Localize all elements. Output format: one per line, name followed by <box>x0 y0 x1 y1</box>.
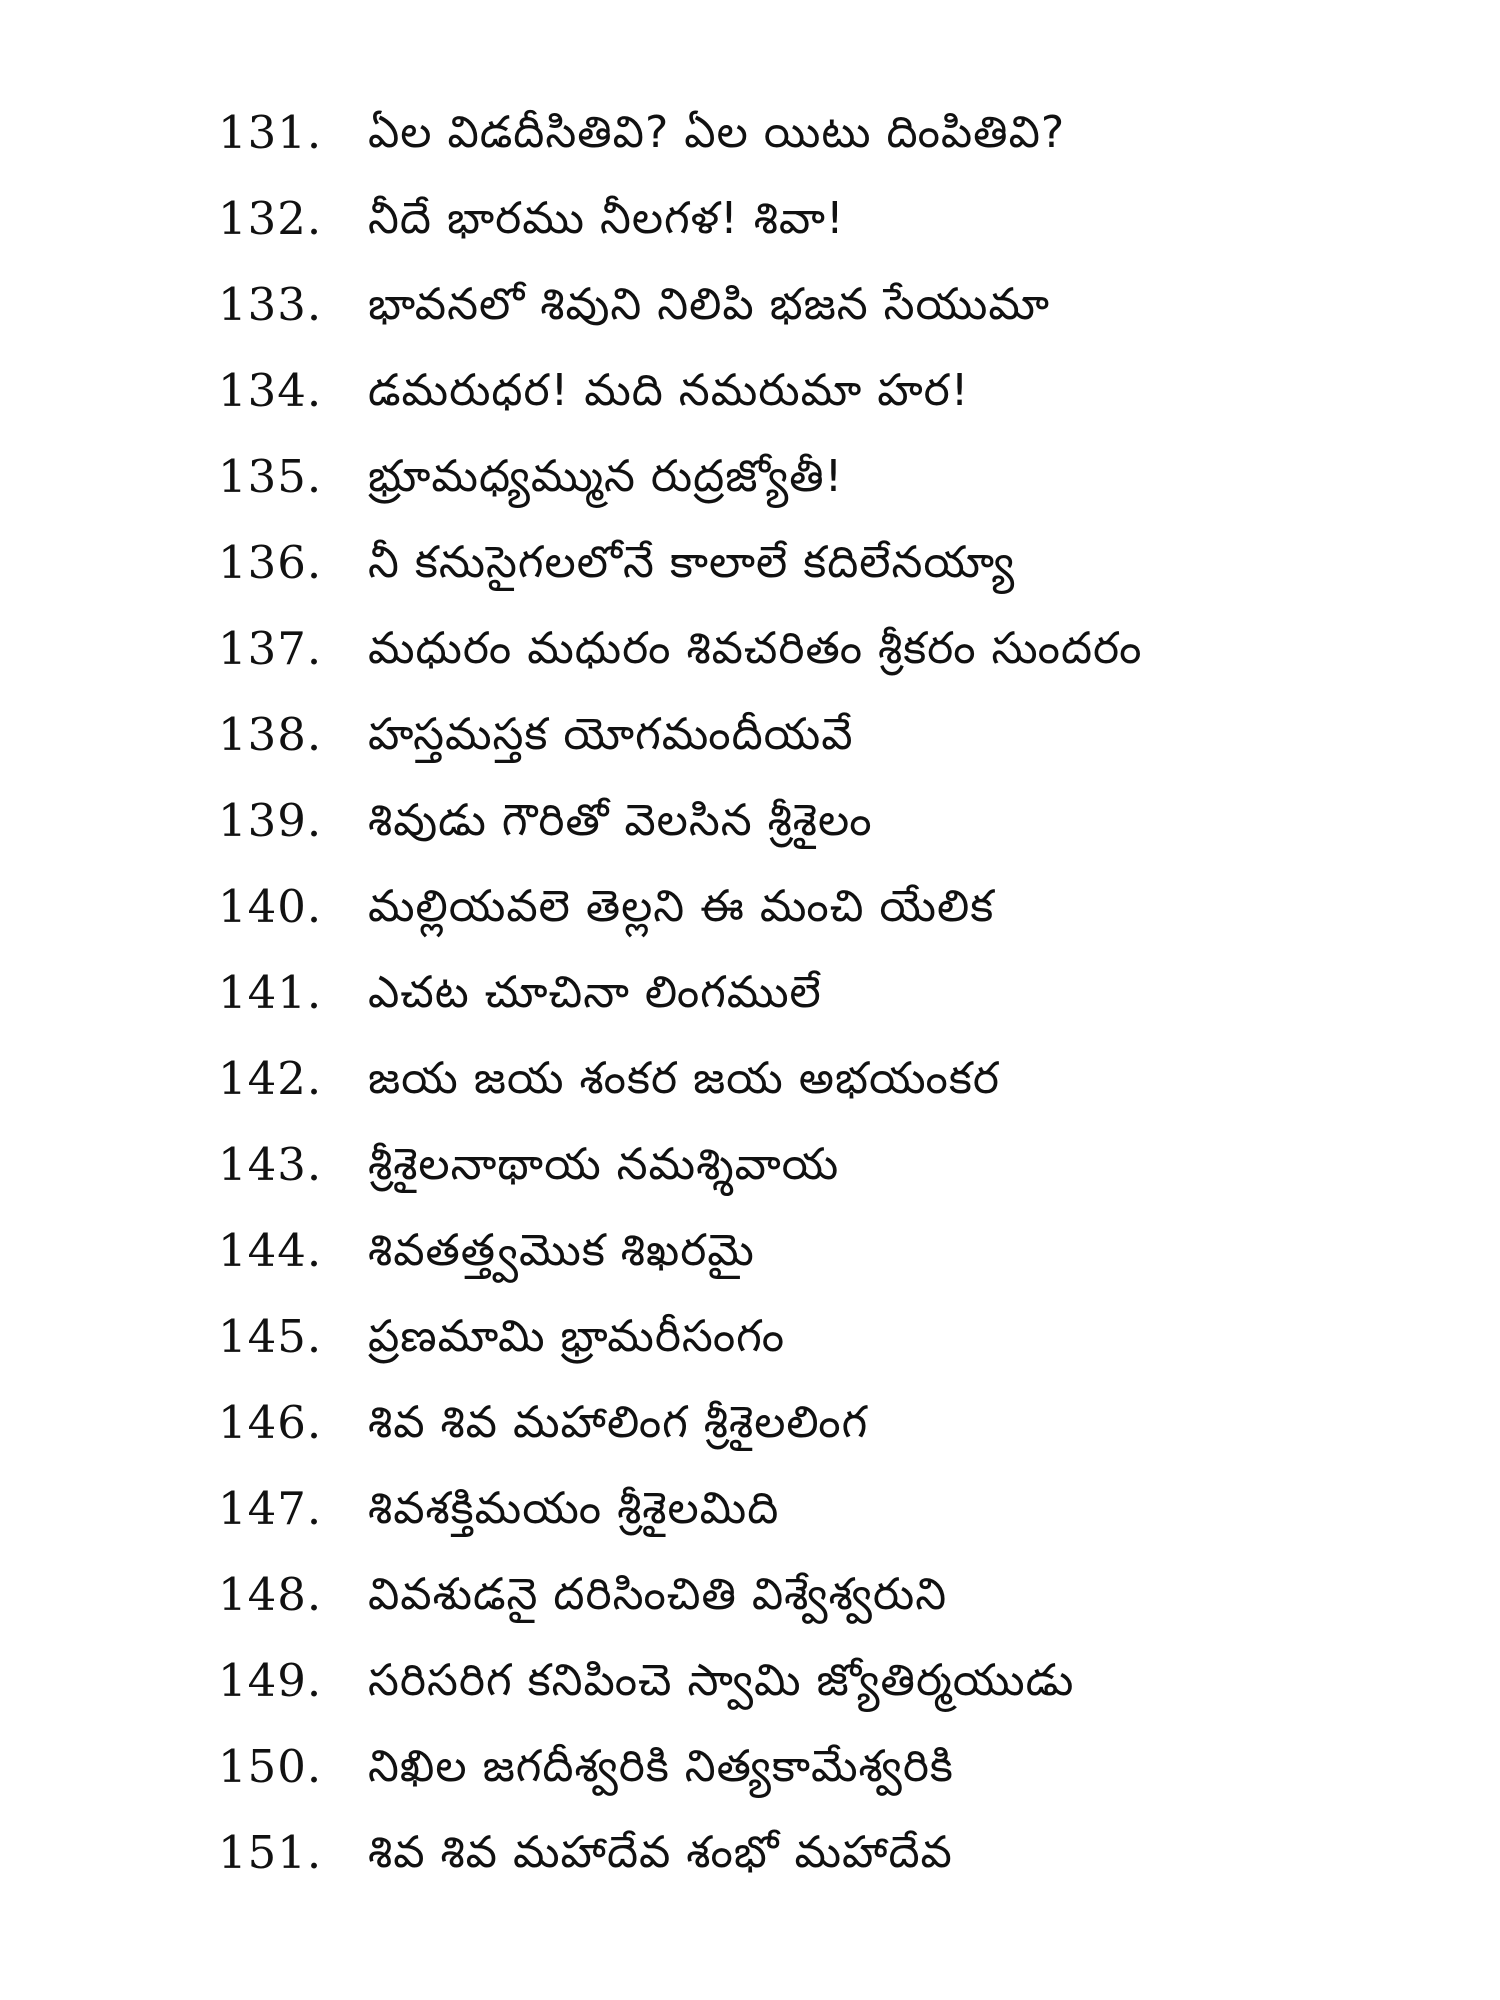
item-title: డమరుధర! మది నమరుమా హర! <box>368 365 970 416</box>
item-number: 146. <box>218 1396 323 1449</box>
item-number: 138. <box>218 708 323 761</box>
item-title: మధురం మధురం శివచరితం శ్రీకరం సుందరం <box>368 623 1143 674</box>
song-list <box>0 90 1500 1896</box>
item-title: శివ శివ మహాదేవ శంభో మహాదేవ <box>368 1827 953 1878</box>
list-item <box>0 606 1500 692</box>
list-item <box>0 520 1500 606</box>
item-number: 134. <box>218 364 323 417</box>
item-number: 139. <box>218 794 323 847</box>
list-item <box>0 1122 1500 1208</box>
list-item <box>0 1466 1500 1552</box>
list-item <box>0 864 1500 950</box>
item-title: వివశుడనై దరిసించితి విశ్వేశ్వరుని <box>368 1569 948 1620</box>
item-title: నిఖిల జగదీశ్వరికి నిత్యకామేశ్వరికి <box>368 1741 954 1792</box>
list-item <box>0 1036 1500 1122</box>
list-item <box>0 176 1500 262</box>
item-title: జయ జయ శంకర జయ అభయంకర <box>368 1053 1000 1104</box>
item-title: నీదే భారము నీలగళ! శివా! <box>368 193 845 244</box>
list-item <box>0 1380 1500 1466</box>
item-number: 132. <box>218 192 323 245</box>
item-title: ఏల విడదీసితివి? ఏల యిటు దింపితివి? <box>368 107 1066 158</box>
list-item <box>0 692 1500 778</box>
list-item <box>0 778 1500 864</box>
item-title: హస్తమస్తక యోగమందీయవే <box>368 709 854 760</box>
list-item <box>0 434 1500 520</box>
list-item <box>0 1810 1500 1896</box>
list-item <box>0 1208 1500 1294</box>
item-title: భ్రూమధ్యమ్మున రుద్రజ్యోతీ! <box>368 451 844 502</box>
list-item <box>0 1294 1500 1380</box>
list-item <box>0 950 1500 1036</box>
item-title: భావనలో శివుని నిలిపి భజన సేయుమా <box>368 279 1051 330</box>
item-number: 136. <box>218 536 323 589</box>
item-title: శివతత్త్వమొక శిఖరమై <box>368 1225 755 1276</box>
item-number: 135. <box>218 450 323 503</box>
item-number: 137. <box>218 622 323 675</box>
list-item <box>0 90 1500 176</box>
item-number: 141. <box>218 966 323 1019</box>
item-number: 148. <box>218 1568 323 1621</box>
list-item <box>0 1638 1500 1724</box>
item-title: ఎచట చూచినా లింగములే <box>368 967 822 1018</box>
item-number: 131. <box>218 106 323 159</box>
item-number: 144. <box>218 1224 323 1277</box>
item-number: 142. <box>218 1052 323 1105</box>
item-number: 147. <box>218 1482 323 1535</box>
item-number: 151. <box>218 1826 323 1879</box>
item-title: నీ కనుసైగలలోనే కాలాలే కదిలేనయ్యా <box>368 537 1016 588</box>
list-item <box>0 262 1500 348</box>
list-item <box>0 1724 1500 1810</box>
item-title: శివుడు గౌరితో వెలసిన శ్రీశైలం <box>368 795 873 846</box>
item-number: 145. <box>218 1310 323 1363</box>
item-number: 150. <box>218 1740 323 1793</box>
item-number: 133. <box>218 278 323 331</box>
item-title: సరిసరిగ కనిపించె స్వామి జ్యోతిర్మయుడు <box>368 1655 1075 1706</box>
item-title: ప్రణమామి భ్రామరీసంగం <box>368 1311 786 1362</box>
list-item <box>0 1552 1500 1638</box>
list-item <box>0 348 1500 434</box>
item-title: శ్రీశైలనాథాయ నమశ్శివాయ <box>368 1139 840 1190</box>
item-title: శివ శివ మహాలింగ శ్రీశైలలింగ <box>368 1397 869 1448</box>
item-number: 140. <box>218 880 323 933</box>
item-number: 143. <box>218 1138 323 1191</box>
item-title: శివశక్తిమయం శ్రీశైలమిది <box>368 1483 780 1534</box>
item-number: 149. <box>218 1654 323 1707</box>
item-title: మల్లియవలె తెల్లని ఈ మంచి యేలిక <box>368 881 995 932</box>
